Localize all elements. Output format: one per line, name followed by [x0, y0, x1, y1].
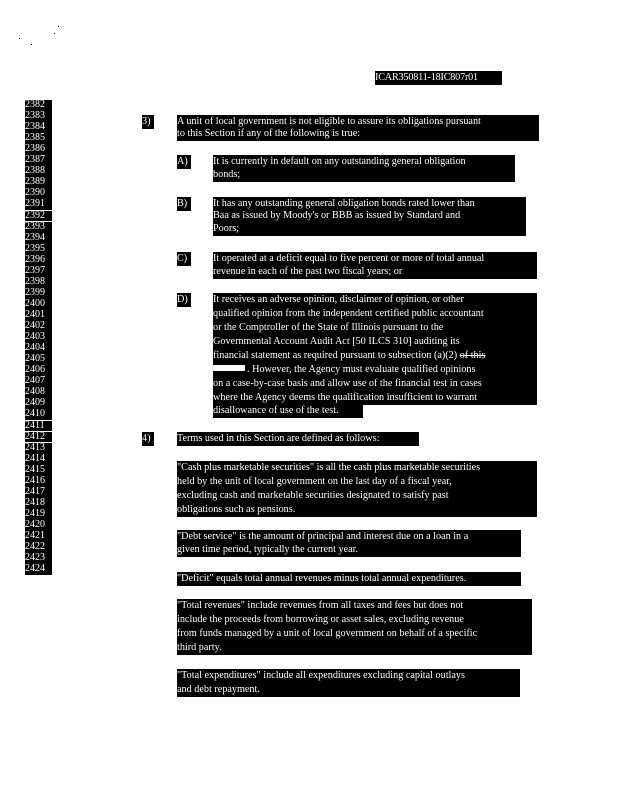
- line-number: 2405: [25, 354, 52, 365]
- line-number: 2416: [25, 476, 52, 487]
- line-number: 2385: [25, 133, 52, 144]
- scan-speck: [54, 33, 55, 34]
- line-number: 2409: [25, 398, 52, 409]
- line-number: 2418: [25, 498, 52, 509]
- line-number: 2417: [25, 487, 52, 498]
- item-d-text-segment: financial statement as required pursuant to subsection (a)(2): [213, 350, 458, 361]
- line-number: 2395: [25, 244, 52, 255]
- definition-text: "Deficit" equals total annual revenues minus total annual expenditures.: [177, 572, 521, 586]
- definition-text: from funds managed by a unit of local government on behalf of a specific: [177, 627, 532, 641]
- line-number: 2402: [25, 321, 52, 332]
- line-number: 2412: [25, 432, 52, 443]
- item-a-label: A): [177, 155, 191, 169]
- item-a-text: bonds;: [213, 168, 515, 182]
- document-header-id: ICAR350811-18IC807r01: [375, 71, 502, 85]
- line-number: 2422: [25, 542, 52, 553]
- line-number: 2390: [25, 188, 52, 199]
- item-d-text: where the Agency deems the qualification insufficient to warrant: [213, 391, 537, 405]
- line-number: 2415: [25, 465, 52, 476]
- definition-text: held by the unit of local government on the last day of a fiscal year,: [177, 475, 537, 489]
- scan-speck: [31, 44, 32, 45]
- definition-text: "Debt service" is the amount of principal and interest due on a loan in a: [177, 530, 521, 544]
- line-number: 2424: [25, 564, 52, 575]
- struck-text: of this: [459, 350, 486, 361]
- definition-text: "Total revenues" include revenues from all taxes and fees but does not: [177, 599, 532, 613]
- item-d-text: qualified opinion from the independent certified public accountant: [213, 307, 537, 321]
- line-number: 2408: [25, 387, 52, 398]
- definition-text: obligations such as pensions.: [177, 503, 537, 517]
- line-number: 2404: [25, 343, 52, 354]
- line-number: 2382: [25, 100, 52, 111]
- line-number: 2419: [25, 509, 52, 520]
- line-number: 2413: [25, 443, 52, 454]
- definition-text: include the proceeds from borrowing or asset sales, excluding revenue: [177, 613, 532, 627]
- section-3-label: 3): [142, 115, 154, 129]
- line-number: 2399: [25, 288, 52, 299]
- item-d-text: disallowance of use of the test.: [213, 404, 363, 418]
- item-a-text: It is currently in default on any outstanding general obligation: [213, 155, 515, 169]
- line-number: 2410: [25, 409, 52, 420]
- line-number: 2414: [25, 454, 52, 465]
- definition-text: excluding cash and marketable securities designated to satisfy past: [177, 489, 537, 503]
- line-number: 2387: [25, 155, 52, 166]
- line-number: 2398: [25, 277, 52, 288]
- scan-speck: [19, 38, 20, 39]
- item-b-label: B): [177, 197, 191, 211]
- item-c-text: revenue in each of the past two fiscal years; or: [213, 265, 537, 279]
- line-number: 2403: [25, 332, 52, 343]
- redaction-mark: [213, 365, 245, 371]
- line-number: 2423: [25, 553, 52, 564]
- scan-speck: [58, 26, 59, 27]
- line-number: 2397: [25, 266, 52, 277]
- line-number: 2383: [25, 111, 52, 122]
- item-d-text-segment: . However, the Agency must evaluate qualified opinions: [247, 364, 476, 375]
- item-b-text: Poors;: [213, 222, 526, 236]
- definition-text: "Cash plus marketable securities" is all the cash plus marketable securities: [177, 461, 537, 475]
- item-b-text: It has any outstanding general obligation bonds rated lower than: [213, 197, 526, 211]
- item-d-label: D): [177, 293, 191, 307]
- line-number: 2384: [25, 122, 52, 133]
- section-4-label: 4): [142, 432, 154, 446]
- item-d-text: Governmental Account Audit Act [50 ILCS 310] auditing its: [213, 335, 537, 349]
- item-d-text: It receives an adverse opinion, disclaimer of opinion, or other: [213, 293, 537, 307]
- section-3-text: to this Section if any of the following is true:: [177, 127, 539, 141]
- line-number: 2407: [25, 376, 52, 387]
- line-number: 2393: [25, 222, 52, 233]
- section-3-text: A unit of local government is not eligible to assure its obligations pursuant: [177, 115, 539, 129]
- line-number: 2421: [25, 531, 52, 542]
- item-d-text: or the Comptroller of the State of Illinois pursuant to the: [213, 321, 537, 335]
- definition-text: third party.: [177, 641, 532, 655]
- item-d-text: on a case-by-case basis and allow use of the financial test in cases: [213, 377, 537, 391]
- line-number: 2388: [25, 166, 52, 177]
- definition-text: "Total expenditures" include all expenditures excluding capital outlays: [177, 669, 520, 683]
- item-d-text: [213, 349, 537, 363]
- line-number: 2420: [25, 520, 52, 531]
- line-number: 2389: [25, 177, 52, 188]
- line-number: 2394: [25, 233, 52, 244]
- line-number: 2386: [25, 144, 52, 155]
- item-c-label: C): [177, 252, 191, 266]
- definition-text: given time period, typically the current year.: [177, 543, 521, 557]
- item-b-text: Baa as issued by Moody's or BBB as issued by Standard and: [213, 209, 526, 223]
- line-number: 2411: [25, 421, 52, 432]
- line-number: 2391: [25, 199, 52, 210]
- item-c-text: It operated at a deficit equal to five percent or more of total annual: [213, 252, 537, 266]
- section-4-intro: Terms used in this Section are defined as follows:: [177, 432, 419, 446]
- line-number: 2406: [25, 365, 52, 376]
- line-number: 2401: [25, 310, 52, 321]
- line-number: 2400: [25, 299, 52, 310]
- line-number: 2396: [25, 255, 52, 266]
- line-number: 2392: [25, 211, 52, 222]
- item-d-text: [213, 363, 537, 377]
- definition-text: and debt repayment.: [177, 683, 520, 697]
